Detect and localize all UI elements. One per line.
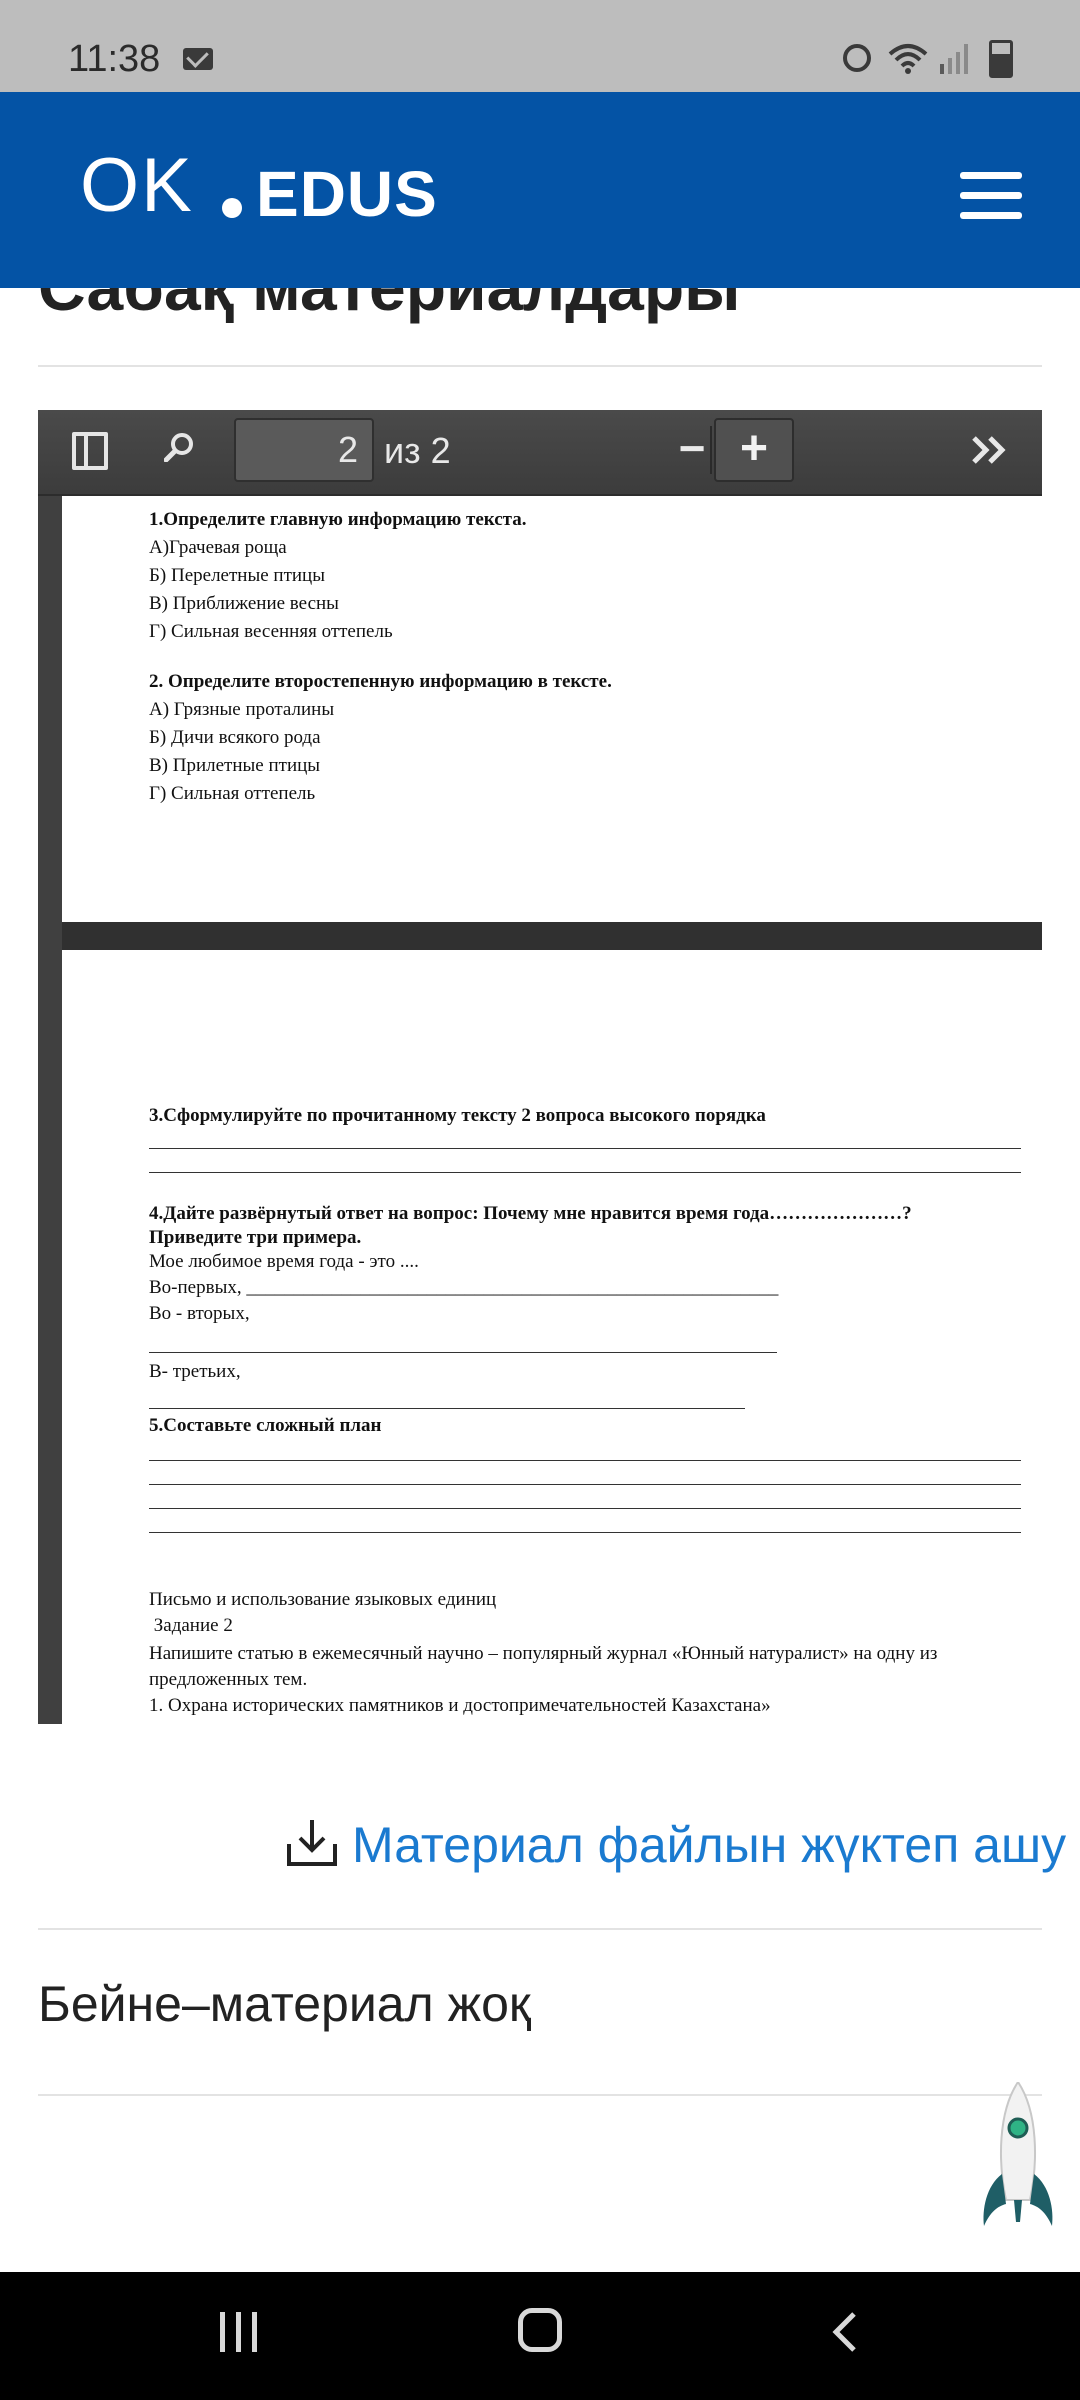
answer-line [149,1460,1021,1461]
status-time: 11:38 [68,38,161,80]
logo-ok: OK [80,143,194,228]
answer-line [149,1532,1021,1533]
page-total-label: из 2 [384,430,451,471]
menu-icon-bar [960,212,1022,219]
back-icon[interactable] [826,2312,866,2352]
pdf-viewer[interactable] [38,410,1042,1724]
recents-icon-bar [252,2312,257,2352]
task-heading: Письмо и использование языковых единиц [149,1589,497,1610]
answer-line [149,1508,1021,1509]
answer-line [149,1408,745,1409]
question-1-option-d: Г) Сильная весенняя оттепель [149,621,393,642]
page-number-input[interactable]: 2 [234,418,374,482]
pdf-page-1 [62,496,1042,922]
wifi-icon [888,42,928,74]
task-text-1: Напишите статью в ежемесячный научно – популярный журнал «Юнный натуралист» на одну из [149,1643,938,1664]
question-4-line-3: Во - вторых, [149,1303,250,1324]
app-header [0,92,1080,288]
question-2-option-d: Г) Сильная оттепель [149,783,316,804]
question-1-title: 1.Определите главную информацию текста. [149,509,527,530]
question-2-option-b: Б) Дичи всякого рода [149,727,321,748]
pdf-page-2 [62,950,1042,1724]
download-link-label: Материал файлын жүктеп ашу [352,1817,1067,1873]
recents-icon-bar [220,2312,225,2352]
menu-button[interactable] [960,172,1022,220]
divider [38,365,1042,367]
logo-edus: EDUS [256,158,438,230]
alarm-icon [843,44,871,72]
question-2-option-c: В) Прилетные птицы [149,755,321,776]
system-nav-bar [0,2272,1080,2400]
pdf-toolbar [38,410,1042,496]
question-1-option-c: В) Приближение весны [149,593,339,614]
question-2-option-a: А) Грязные проталины [149,699,335,720]
sidebar-toggle-icon[interactable] [72,432,108,470]
question-3-title: 3.Сформулируйте по прочитанному тексту 2 вопроса высокого порядка [149,1105,766,1126]
logo-dot [222,198,242,218]
download-icon [286,1818,338,1868]
answer-line [149,1352,777,1353]
question-4-line-1: Мое любимое время года - это .... [149,1251,419,1272]
home-button[interactable] [518,2308,562,2352]
question-4-line-2: Во-первых, ________________________________________________________ [149,1277,779,1298]
menu-icon-bar [960,192,1022,199]
video-material-status: Бейне–материал жоқ [38,1976,531,2032]
question-4-subtitle: Приведите три примера. [149,1227,362,1248]
question-2-title: 2. Определите второстепенную информацию в тексте. [149,671,612,692]
divider [38,2094,1042,2096]
signal-icon [938,44,968,74]
question-1-option-a: А)Грачевая роща [149,537,287,558]
answer-line [149,1172,1021,1173]
answer-line [149,1148,1021,1149]
question-1-option-b: Б) Перелетные птицы [149,565,325,586]
question-4-line-4: В- третьих, [149,1361,241,1382]
divider [38,1928,1042,1930]
pdf-page-gap [62,922,1042,950]
task-number: Задание 2 [149,1615,233,1636]
question-5-title: 5.Составьте сложный план [149,1415,382,1436]
mail-icon [183,48,213,70]
battery-icon [989,40,1013,78]
status-bar [0,0,1080,92]
recents-icon-bar [236,2312,241,2352]
answer-line [149,1484,1021,1485]
task-text-3: 1. Охрана исторических памятников и достопримечательностей Казахстана» [149,1695,771,1716]
task-text-2: предложенных тем. [149,1669,308,1690]
scroll-top-rocket-icon[interactable] [980,2082,1056,2232]
zoom-in-button[interactable]: + [714,418,794,482]
recents-button[interactable] [218,2312,260,2352]
double-chevron-right-icon[interactable] [968,432,1012,468]
toolbar-separator [710,426,712,474]
menu-icon-bar [960,172,1022,179]
search-icon[interactable] [164,432,194,462]
zoom-out-button[interactable]: − [678,422,706,474]
question-4-title: 4.Дайте развёрнутый ответ на вопрос: Почему мне нравится время года…………………? [149,1203,912,1224]
